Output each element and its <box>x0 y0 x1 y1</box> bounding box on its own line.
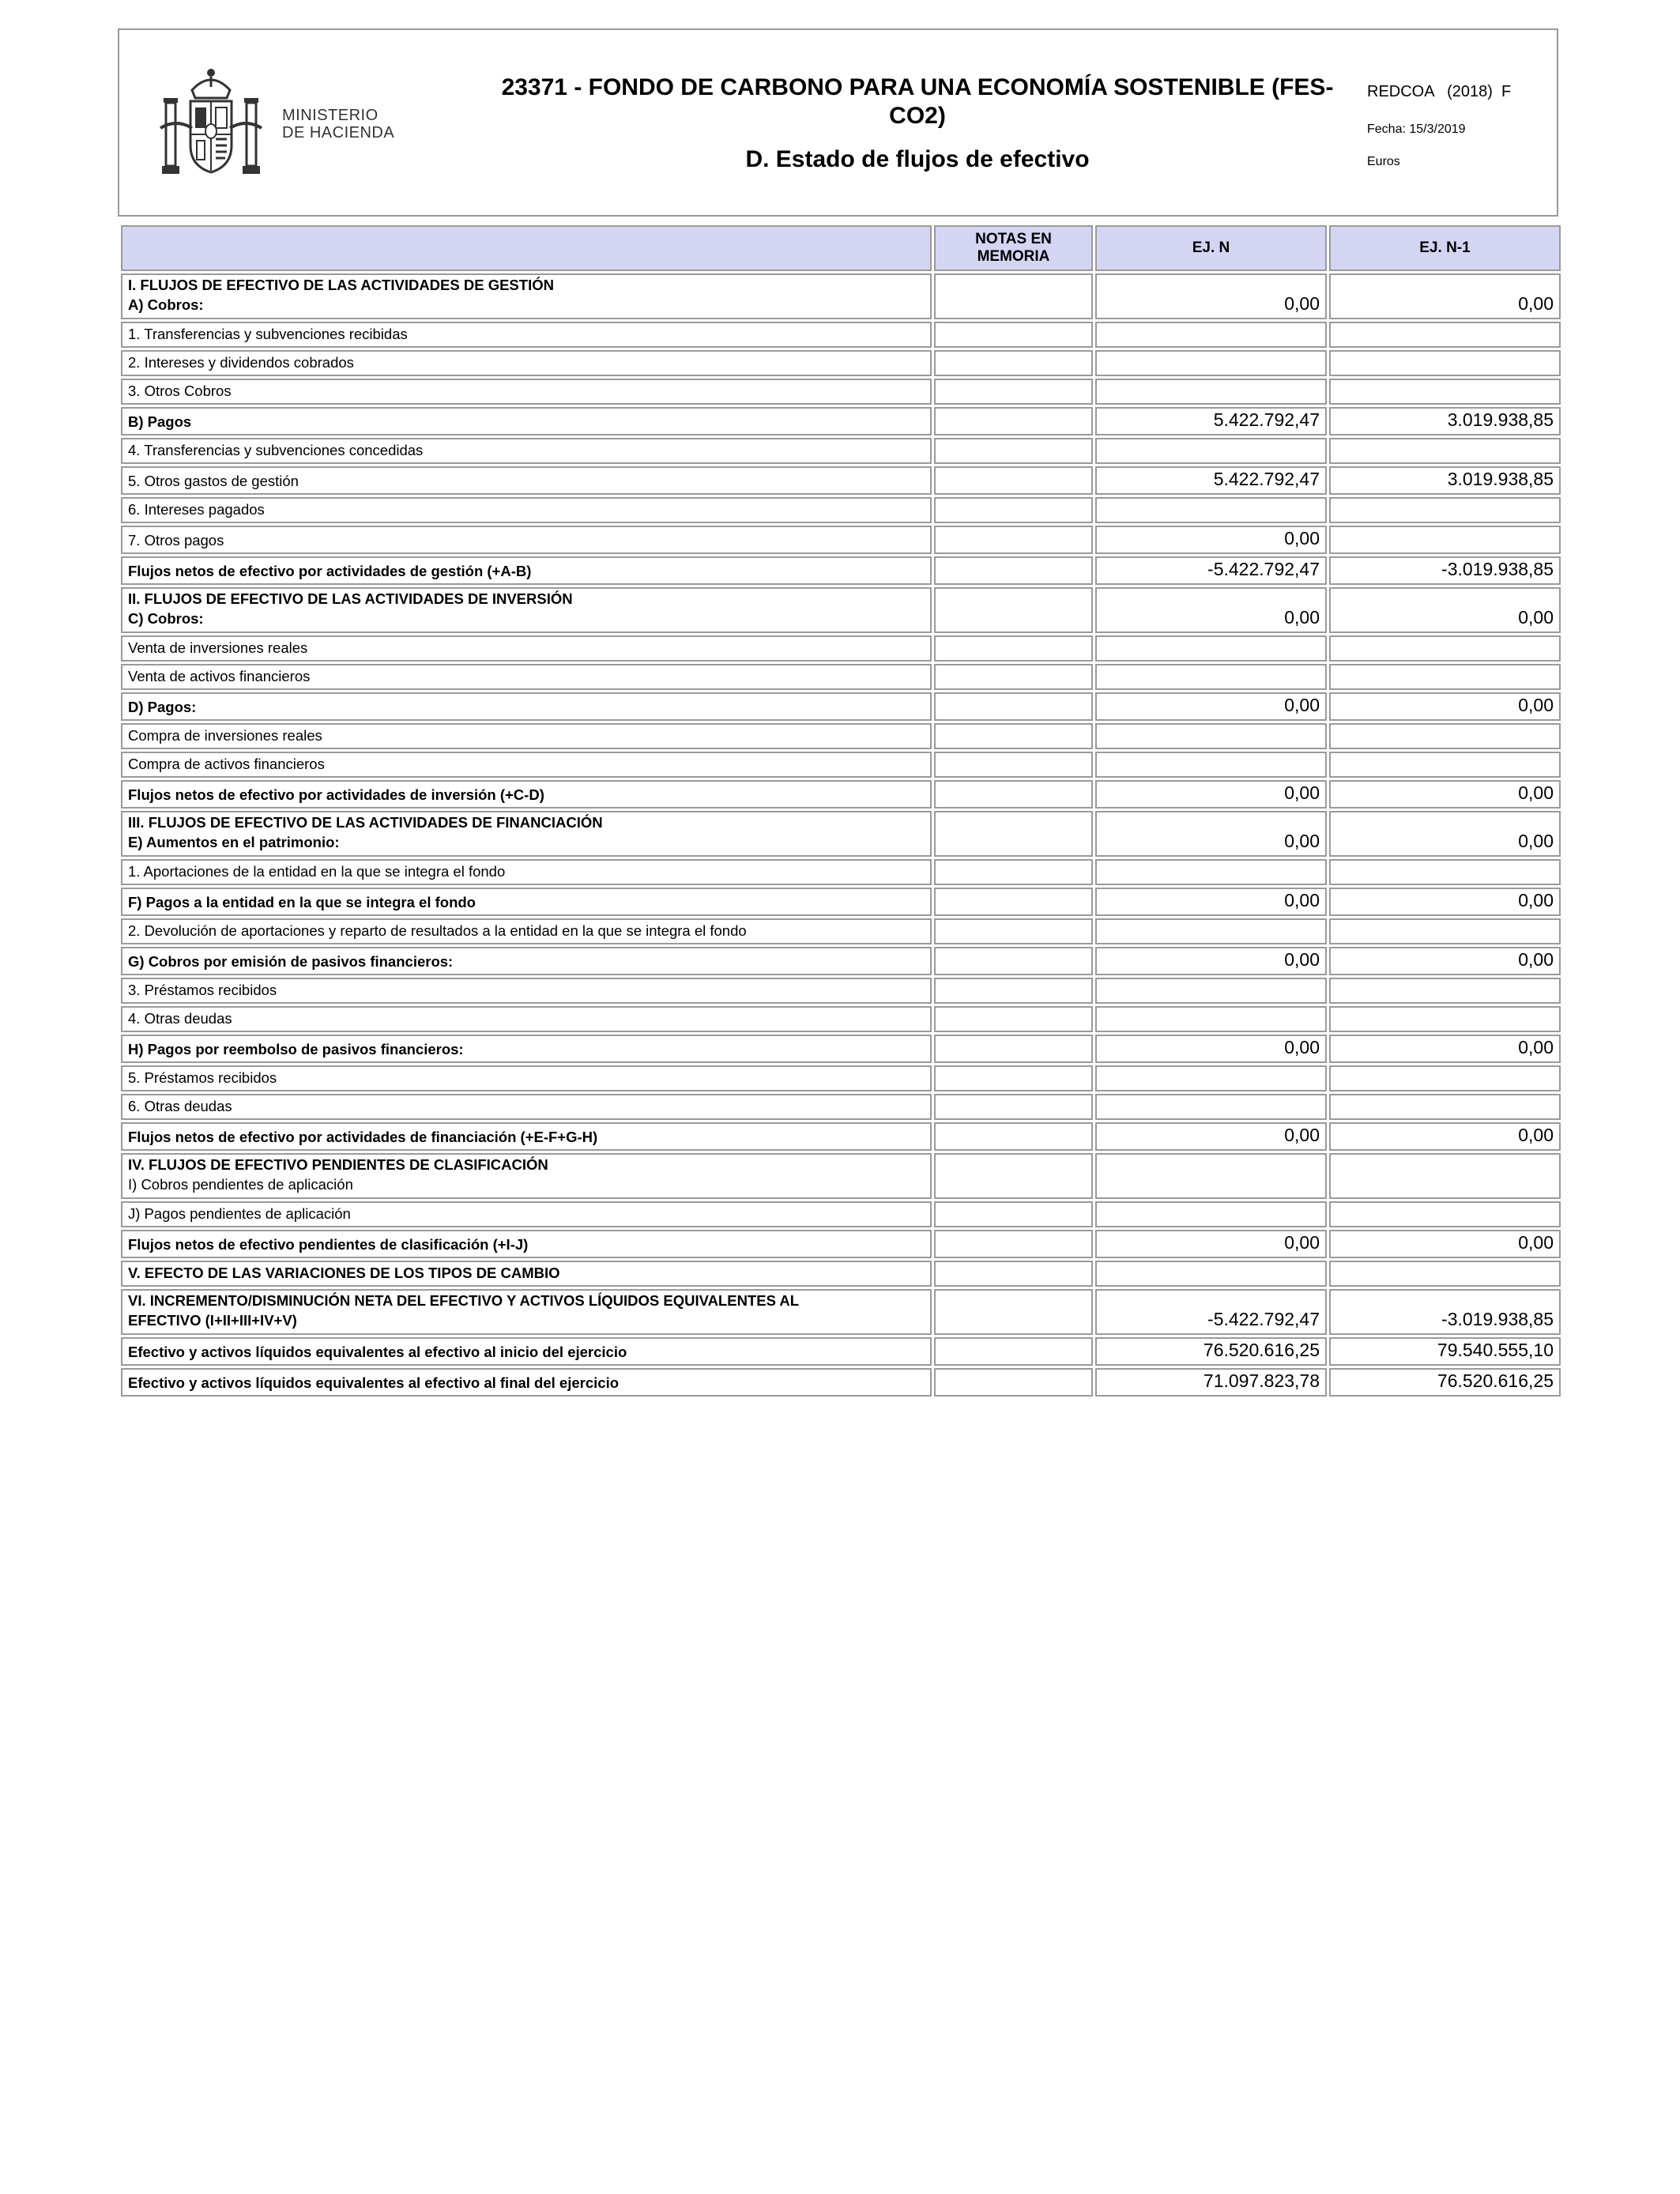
notes-cell <box>934 780 1093 809</box>
notes-cell <box>934 664 1093 690</box>
year-n1-value <box>1329 723 1561 749</box>
notes-cell <box>934 1201 1093 1227</box>
row-label: 2. Intereses y dividendos cobrados <box>121 350 932 376</box>
table-row <box>121 811 1561 857</box>
notes-cell <box>934 1094 1093 1120</box>
year-n-value <box>1095 1094 1327 1120</box>
year-n-value <box>1095 918 1327 944</box>
notes-cell <box>934 1006 1093 1032</box>
header-year-n: EJ. N <box>1095 225 1327 271</box>
document-subtitle: D. Estado de flujos de efectivo <box>745 146 1090 172</box>
year-n1-value: 0,00 <box>1329 947 1561 975</box>
year-n1-value: 0,00 <box>1329 587 1561 633</box>
row-label: G) Cobros por emisión de pasivos financieros: <box>121 947 932 975</box>
row-label: 7. Otros pagos <box>121 526 932 554</box>
notes-cell <box>934 859 1093 885</box>
year-n1-value <box>1329 859 1561 885</box>
year-n1-value <box>1329 1201 1561 1227</box>
year-n-value: -5.422.792,47 <box>1095 556 1327 585</box>
table-row <box>121 1006 1561 1032</box>
year-n1-value: -3.019.938,85 <box>1329 556 1561 585</box>
table-row <box>121 1122 1561 1151</box>
year-n-value: 0,00 <box>1095 1230 1327 1258</box>
year-n1-value <box>1329 379 1561 405</box>
row-label <box>121 587 932 633</box>
row-label-line-1: II. FLUJOS DE EFECTIVO DE LAS ACTIVIDADES DE INVERSIÓN <box>128 590 573 607</box>
table-row <box>121 635 1561 662</box>
notes-cell <box>934 947 1093 975</box>
notes-cell <box>934 888 1093 916</box>
year-n1-value <box>1329 497 1561 523</box>
table-row <box>121 1261 1561 1287</box>
year-n1-value <box>1329 752 1561 778</box>
table-row <box>121 1289 1561 1335</box>
table-row <box>121 780 1561 809</box>
document-title-line-1: 23371 - FONDO DE CARBONO PARA UNA ECONOMÍA SOSTENIBLE (FES- <box>501 74 1334 100</box>
year-n1-value: 0,00 <box>1329 1122 1561 1151</box>
document-header <box>118 28 1558 217</box>
row-label: 6. Otras deudas <box>121 1094 932 1120</box>
notes-cell <box>934 1368 1093 1397</box>
year-n-value <box>1095 1153 1327 1199</box>
header-description <box>121 225 932 271</box>
ministry-name <box>282 107 394 141</box>
table-row <box>121 978 1561 1004</box>
year-n1-value: 76.520.616,25 <box>1329 1368 1561 1397</box>
year-n1-value <box>1329 978 1561 1004</box>
table-row <box>121 692 1561 721</box>
table-row <box>121 947 1561 975</box>
row-label: Flujos netos de efectivo por actividades de inversión (+C-D) <box>121 780 932 809</box>
year-n-value: 0,00 <box>1095 888 1327 916</box>
row-label: 4. Otras deudas <box>121 1006 932 1032</box>
table-row <box>121 723 1561 749</box>
year-n-value <box>1095 978 1327 1004</box>
row-label: H) Pagos por reembolso de pasivos financieros: <box>121 1035 932 1063</box>
year-n1-value: 0,00 <box>1329 811 1561 857</box>
table-row <box>121 1368 1561 1397</box>
notes-cell <box>934 811 1093 857</box>
row-label: Flujos netos de efectivo por actividades de gestión (+A-B) <box>121 556 932 585</box>
year-n-value <box>1095 322 1327 348</box>
year-n-value: 5.422.792,47 <box>1095 466 1327 495</box>
year-n1-value <box>1329 322 1561 348</box>
row-label <box>121 811 932 857</box>
report-date: Fecha: 15/3/2019 <box>1367 123 1466 136</box>
table-row <box>121 407 1561 435</box>
year-n1-value: 0,00 <box>1329 780 1561 809</box>
notes-cell <box>934 497 1093 523</box>
year-n-value: 0,00 <box>1095 1122 1327 1151</box>
notes-cell <box>934 556 1093 585</box>
notes-cell <box>934 978 1093 1004</box>
table-row <box>121 526 1561 554</box>
row-label-line-2: E) Aumentos en el patrimonio: <box>128 834 340 850</box>
year-n1-value: 79.540.555,10 <box>1329 1337 1561 1366</box>
year-n-value <box>1095 350 1327 376</box>
notes-cell <box>934 1065 1093 1091</box>
year-n1-value <box>1329 1006 1561 1032</box>
notes-cell <box>934 273 1093 319</box>
year-n1-value <box>1329 1094 1561 1120</box>
table-row <box>121 918 1561 944</box>
notes-cell <box>934 379 1093 405</box>
table-header-row <box>121 225 1561 271</box>
table-row <box>121 1201 1561 1227</box>
notes-cell <box>934 587 1093 633</box>
cash-flow-table <box>119 223 1563 1399</box>
row-label: 4. Transferencias y subvenciones concedidas <box>121 438 932 464</box>
year-n1-value: 0,00 <box>1329 273 1561 319</box>
row-label-line-2: EFECTIVO (I+II+III+IV+V) <box>128 1312 297 1329</box>
row-label: 6. Intereses pagados <box>121 497 932 523</box>
table-row <box>121 1337 1561 1366</box>
document-title-line-2: CO2) <box>889 103 946 129</box>
year-n-value: 0,00 <box>1095 780 1327 809</box>
table-row <box>121 466 1561 495</box>
row-label: Compra de activos financieros <box>121 752 932 778</box>
report-code: REDCOA (2018) F <box>1367 83 1512 100</box>
notes-cell <box>934 752 1093 778</box>
row-label-line-1: VI. INCREMENTO/DISMINUCIÓN NETA DEL EFECTIVO Y ACTIVOS LÍQUIDOS EQUIVALENTES AL <box>128 1292 800 1309</box>
row-label <box>121 1153 932 1199</box>
table-row <box>121 1035 1561 1063</box>
notes-cell <box>934 1230 1093 1258</box>
row-label: 2. Devolución de aportaciones y reparto de resultados a la entidad en la que se integra el fondo <box>121 918 932 944</box>
year-n1-value <box>1329 918 1561 944</box>
row-label: B) Pagos <box>121 407 932 435</box>
table-row <box>121 556 1561 585</box>
row-label-line-1: IV. FLUJOS DE EFECTIVO PENDIENTES DE CLASIFICACIÓN <box>128 1156 548 1173</box>
row-label: Efectivo y activos líquidos equivalentes al efectivo al inicio del ejercicio <box>121 1337 932 1366</box>
notes-cell <box>934 635 1093 662</box>
year-n1-value <box>1329 1261 1561 1287</box>
title-block <box>491 74 1344 173</box>
year-n1-value: 0,00 <box>1329 888 1561 916</box>
row-label: 5. Préstamos recibidos <box>121 1065 932 1091</box>
year-n1-value: 3.019.938,85 <box>1329 466 1561 495</box>
table-row <box>121 752 1561 778</box>
row-label-line-2: C) Cobros: <box>128 610 204 627</box>
year-n-value <box>1095 723 1327 749</box>
notes-cell <box>934 1289 1093 1335</box>
year-n1-value: 0,00 <box>1329 1035 1561 1063</box>
year-n-value <box>1095 859 1327 885</box>
ministry-line-2: DE HACIENDA <box>282 124 395 141</box>
notes-cell <box>934 918 1093 944</box>
document-title <box>491 74 1344 130</box>
year-n1-value: 0,00 <box>1329 1230 1561 1258</box>
year-n-value <box>1095 438 1327 464</box>
year-n-value: 0,00 <box>1095 1035 1327 1063</box>
row-label: J) Pagos pendientes de aplicación <box>121 1201 932 1227</box>
row-label-line-1: I. FLUJOS DE EFECTIVO DE LAS ACTIVIDADES DE GESTIÓN <box>128 277 554 293</box>
notes-cell <box>934 1035 1093 1063</box>
year-n-value <box>1095 379 1327 405</box>
year-n1-value <box>1329 438 1561 464</box>
row-label-line-1: III. FLUJOS DE EFECTIVO DE LAS ACTIVIDADES DE FINANCIACIÓN <box>128 814 603 831</box>
year-n1-value: 3.019.938,85 <box>1329 407 1561 435</box>
row-label: Venta de inversiones reales <box>121 635 932 662</box>
row-label: Compra de inversiones reales <box>121 723 932 749</box>
table-row <box>121 273 1561 319</box>
document-meta <box>1367 83 1511 169</box>
year-n-value <box>1095 752 1327 778</box>
row-label: D) Pagos: <box>121 692 932 721</box>
year-n-value: 5.422.792,47 <box>1095 407 1327 435</box>
row-label: Efectivo y activos líquidos equivalentes al efectivo al final del ejercicio <box>121 1368 932 1397</box>
row-label: 3. Préstamos recibidos <box>121 978 932 1004</box>
notes-cell <box>934 350 1093 376</box>
year-n-value: 0,00 <box>1095 692 1327 721</box>
year-n-value: -5.422.792,47 <box>1095 1289 1327 1335</box>
year-n-value: 71.097.823,78 <box>1095 1368 1327 1397</box>
notes-cell <box>934 692 1093 721</box>
year-n-value <box>1095 497 1327 523</box>
notes-cell <box>934 526 1093 554</box>
year-n-value: 0,00 <box>1095 811 1327 857</box>
year-n1-value <box>1329 526 1561 554</box>
table-row <box>121 497 1561 523</box>
table-row <box>121 859 1561 885</box>
table-row <box>121 1230 1561 1258</box>
year-n-value <box>1095 1065 1327 1091</box>
year-n1-value <box>1329 1065 1561 1091</box>
notes-cell <box>934 322 1093 348</box>
table-row <box>121 379 1561 405</box>
table-row <box>121 438 1561 464</box>
row-label: 3. Otros Cobros <box>121 379 932 405</box>
row-label-line-2: I) Cobros pendientes de aplicación <box>128 1176 353 1193</box>
year-n-value: 0,00 <box>1095 273 1327 319</box>
year-n1-value: 0,00 <box>1329 692 1561 721</box>
row-label: Flujos netos de efectivo por actividades de financiación (+E-F+G-H) <box>121 1122 932 1151</box>
year-n-value <box>1095 1006 1327 1032</box>
row-label <box>121 1289 932 1335</box>
ministry-line-1: MINISTERIO <box>282 107 379 124</box>
header-notes: NOTAS EN MEMORIA <box>934 225 1093 271</box>
row-label-line-2: A) Cobros: <box>128 296 204 313</box>
year-n-value <box>1095 1261 1327 1287</box>
year-n1-value: -3.019.938,85 <box>1329 1289 1561 1335</box>
table-row <box>121 1065 1561 1091</box>
year-n-value: 0,00 <box>1095 947 1327 975</box>
notes-cell <box>934 466 1093 495</box>
row-label: Flujos netos de efectivo pendientes de clasificación (+I-J) <box>121 1230 932 1258</box>
row-label: 5. Otros gastos de gestión <box>121 466 932 495</box>
table-row <box>121 587 1561 633</box>
year-n-value: 0,00 <box>1095 587 1327 633</box>
notes-cell <box>934 1261 1093 1287</box>
coat-of-arms-logo <box>157 66 265 185</box>
header-year-n1: EJ. N-1 <box>1329 225 1561 271</box>
notes-cell <box>934 1122 1093 1151</box>
year-n1-value <box>1329 635 1561 662</box>
notes-cell <box>934 438 1093 464</box>
notes-cell <box>934 1153 1093 1199</box>
row-label: 1. Transferencias y subvenciones recibidas <box>121 322 932 348</box>
year-n1-value <box>1329 1153 1561 1199</box>
table-row <box>121 322 1561 348</box>
notes-cell <box>934 407 1093 435</box>
table-row <box>121 350 1561 376</box>
table-row <box>121 1094 1561 1120</box>
table-row <box>121 664 1561 690</box>
year-n-value: 0,00 <box>1095 526 1327 554</box>
currency-unit: Euros <box>1367 155 1400 168</box>
table-row <box>121 888 1561 916</box>
year-n1-value <box>1329 350 1561 376</box>
year-n-value: 76.520.616,25 <box>1095 1337 1327 1366</box>
year-n-value <box>1095 1201 1327 1227</box>
year-n-value <box>1095 635 1327 662</box>
notes-cell <box>934 723 1093 749</box>
row-label: Venta de activos financieros <box>121 664 932 690</box>
notes-cell <box>934 1337 1093 1366</box>
row-label: 1. Aportaciones de la entidad en la que se integra el fondo <box>121 859 932 885</box>
year-n1-value <box>1329 664 1561 690</box>
table-row <box>121 1153 1561 1199</box>
year-n-value <box>1095 664 1327 690</box>
row-label: F) Pagos a la entidad en la que se integra el fondo <box>121 888 932 916</box>
row-label <box>121 273 932 319</box>
row-label: V. EFECTO DE LAS VARIACIONES DE LOS TIPOS DE CAMBIO <box>121 1261 932 1287</box>
